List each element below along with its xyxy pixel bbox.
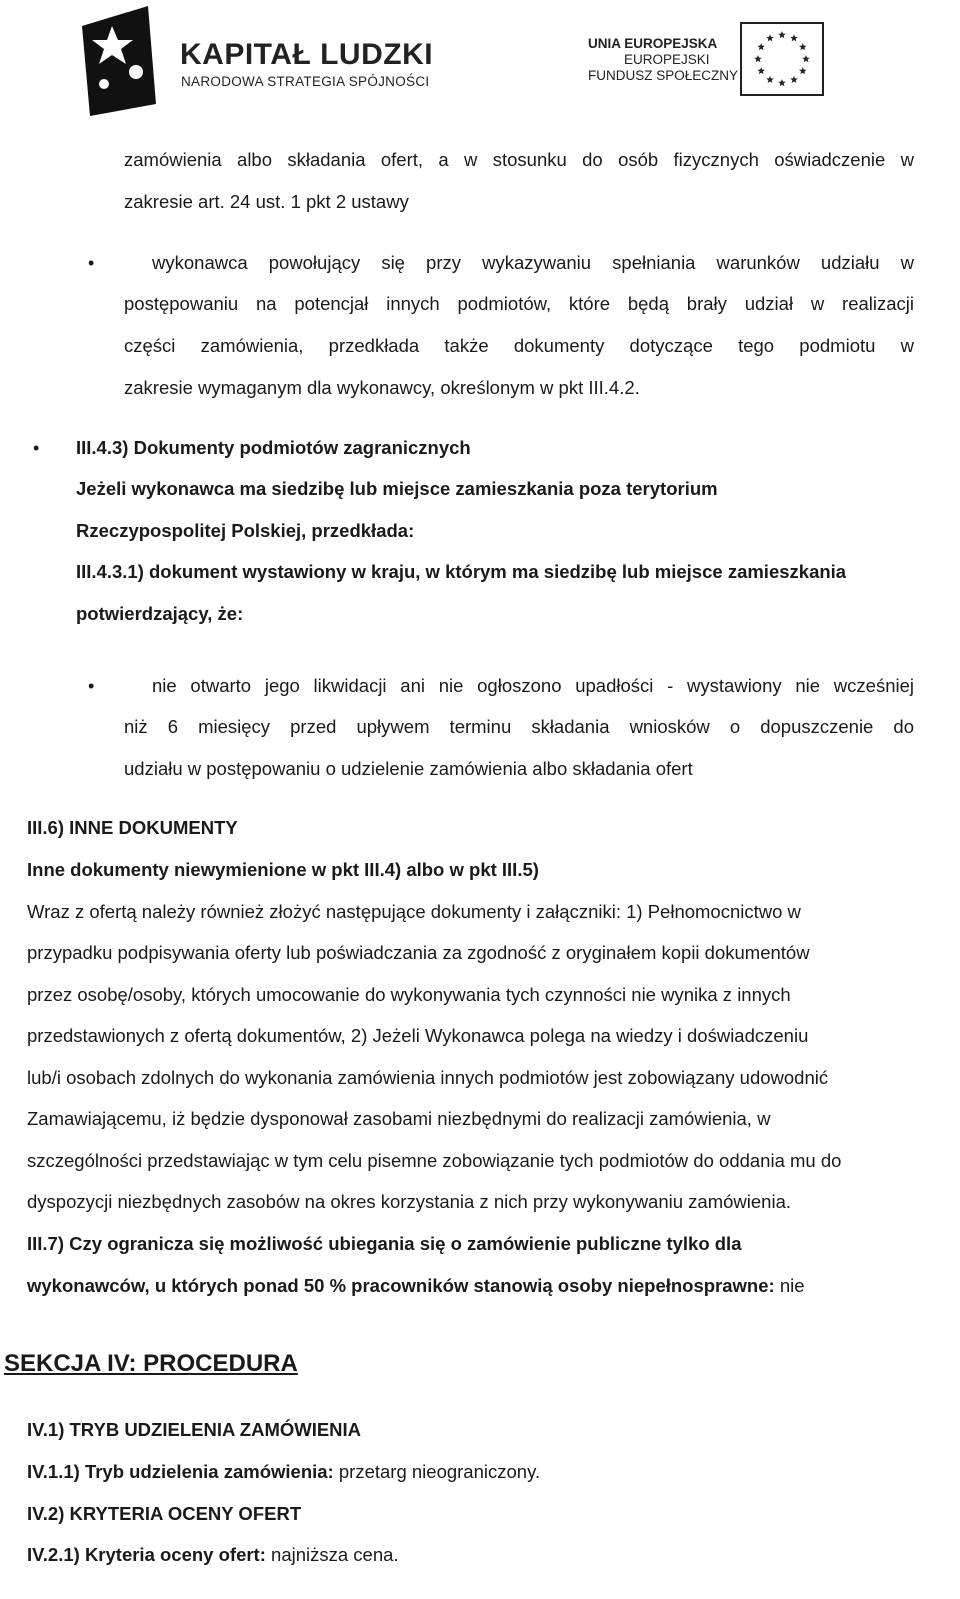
page-header bbox=[0, 0, 960, 120]
text-line: lub/i osobach zdolnych do wykonania zamówienia innych podmiotów jest zobowiązany udowodnić bbox=[27, 1067, 829, 1088]
subsection-heading: III.4.3) Dokumenty podmiotów zagranicznych bbox=[76, 437, 471, 458]
text-line: zakresie wymaganym dla wykonawcy, określonym w pkt III.4.2. bbox=[124, 377, 640, 398]
criteria-value: najniższa cena. bbox=[265, 1544, 399, 1565]
text-line: niż 6 miesięcy przed upływem terminu składania wniosków o dopuszczenie do bbox=[124, 716, 914, 737]
text-line: części zamówienia, przedkłada także dokumenty dotyczące tego podmiotu w bbox=[124, 335, 914, 356]
bullet-icon: • bbox=[33, 438, 40, 458]
eu-flag-icon bbox=[740, 22, 824, 96]
procedure-label: IV.1.1) Tryb udzielenia zamówienia: bbox=[27, 1461, 334, 1482]
text-line: przez osobę/osoby, których umocowanie do wykonywania tych czynności nie wynika z innych bbox=[27, 984, 791, 1005]
ue-label bbox=[588, 36, 738, 84]
ue-line-1: UNIA EUROPEJSKA bbox=[588, 36, 718, 51]
text-line: szczególności przedstawiając w tym celu pisemne zobowiązanie tych podmiotów do oddania mu do bbox=[27, 1150, 842, 1171]
text-line: III.4.3.1) dokument wystawiony w kraju, w którym ma siedzibę lub miejsce zamieszkania bbox=[76, 561, 847, 582]
subsection-heading: Inne dokumenty niewymienione w pkt III.4) albo w pkt III.5) bbox=[27, 859, 539, 880]
text-line: zamówienia albo składania ofert, a w stosunku do osób fizycznych oświadczenie w bbox=[124, 149, 914, 170]
text-line: dyspozycji niezbędnych zasobów na okres korzystania z nich przy wykonywaniu zamówienia. bbox=[27, 1191, 792, 1212]
text-line: postępowaniu na potencjał innych podmiotów, które będą brały udział w realizacji bbox=[124, 293, 914, 314]
text-line: Jeżeli wykonawca ma siedzibę lub miejsce zamieszkania poza terytorium bbox=[76, 478, 718, 499]
kapital-ludzki-title: KAPITAŁ LUDZKI bbox=[180, 38, 434, 71]
criteria-label: IV.2.1) Kryteria oceny ofert: bbox=[27, 1544, 266, 1565]
text-line: wykonawca powołujący się przy wykazywaniu spełniania warunków udziału w bbox=[152, 252, 914, 273]
bullet-icon: • bbox=[88, 253, 95, 273]
text-line: potwierdzający, że: bbox=[76, 603, 244, 624]
text-line: udziału w postępowaniu o udzielenie zamówienia albo składania ofert bbox=[124, 758, 693, 779]
text-line: przedstawionych z ofertą dokumentów, 2) Jeżeli Wykonawca polega na wiedzy i doświadczeniu bbox=[27, 1025, 809, 1046]
text-line: Zamawiającemu, iż będzie dysponował zasobami niezbędnymi do realizacji zamówienia, w bbox=[27, 1108, 771, 1129]
section-heading: IV.2) KRYTERIA OCENY OFERT bbox=[27, 1503, 302, 1524]
bullet-icon: • bbox=[88, 676, 95, 696]
section-heading: IV.1) TRYB UDZIELENIA ZAMÓWIENIA bbox=[27, 1419, 362, 1440]
text-line: zakresie art. 24 ust. 1 pkt 2 ustawy bbox=[124, 191, 409, 212]
kapital-ludzki-subtitle: NARODOWA STRATEGIA SPÓJNOŚCI bbox=[181, 74, 430, 89]
kapital-ludzki-logo bbox=[78, 4, 160, 116]
procedure-value: przetarg nieograniczony. bbox=[333, 1461, 541, 1482]
question-answer: nie bbox=[774, 1275, 805, 1296]
ue-line-3: FUNDUSZ SPOŁECZNY bbox=[588, 68, 739, 83]
question-heading: III.7) Czy ogranicza się możliwość ubiegania się o zamówienie publiczne tylko dla bbox=[27, 1233, 742, 1254]
text-line: Wraz z ofertą należy również złożyć następujące dokumenty i załączniki: 1) Pełnomocnictwo w bbox=[27, 901, 801, 922]
question-label: wykonawców, u których ponad 50 % pracowników stanowią osoby niepełnosprawne: bbox=[27, 1275, 775, 1296]
procedure-line bbox=[27, 1451, 540, 1493]
criteria-line bbox=[27, 1534, 399, 1576]
text-line: przypadku podpisywania oferty lub poświadczania za zgodność z oryginałem kopii dokumentów bbox=[27, 942, 810, 963]
section-heading: III.6) INNE DOKUMENTY bbox=[27, 817, 238, 838]
ue-line-2: EUROPEJSKI bbox=[624, 52, 710, 67]
text-line: nie otwarto jego likwidacji ani nie ogłoszono upadłości - wystawiony nie wcześniej bbox=[152, 675, 914, 696]
question-answer-line bbox=[27, 1265, 805, 1307]
text-line: Rzeczypospolitej Polskiej, przedkłada: bbox=[76, 520, 415, 541]
section-title: SEKCJA IV: PROCEDURA bbox=[4, 1350, 298, 1377]
